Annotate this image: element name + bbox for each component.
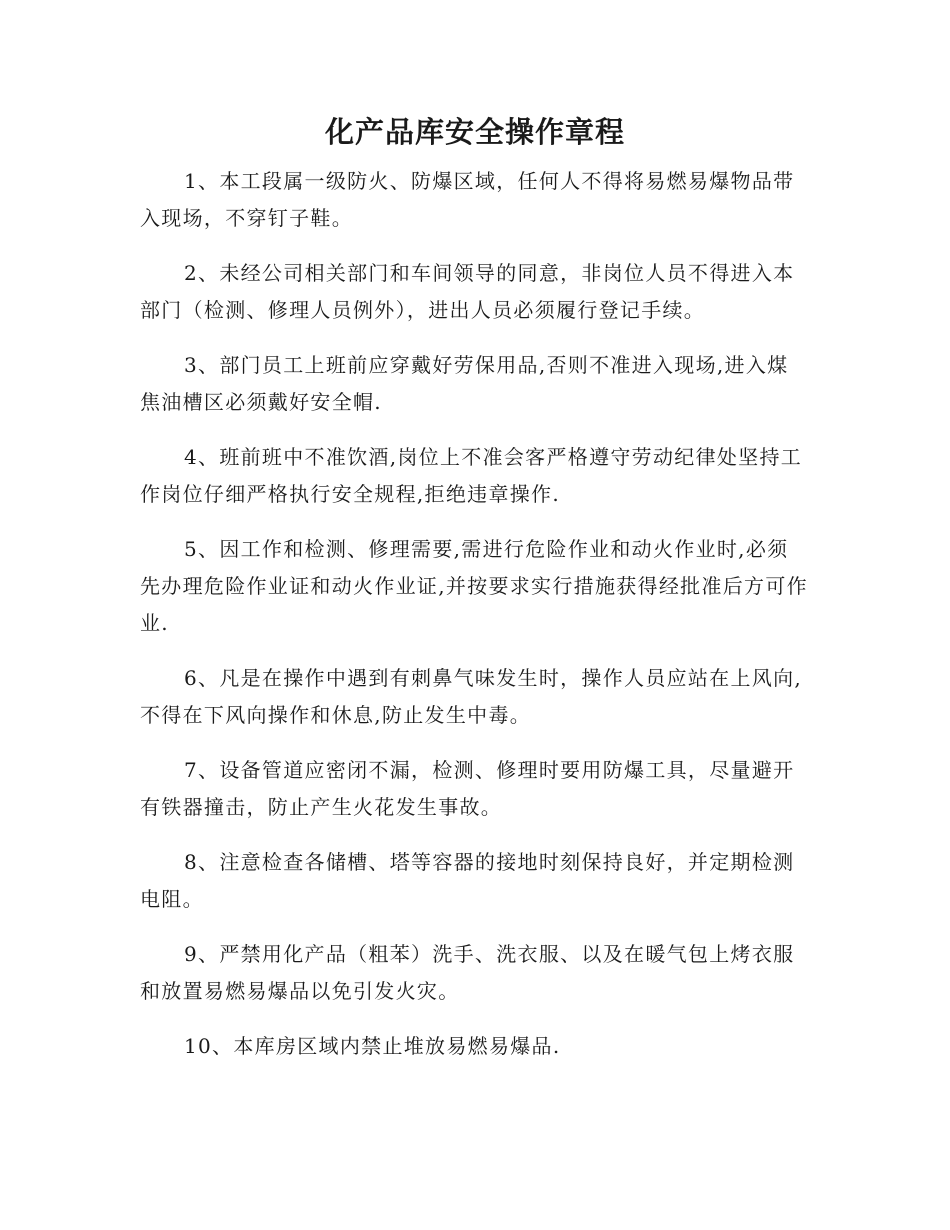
clause-9: 9、严禁用化产品（粗苯）洗手、洗衣服、以及在暖气包上烤衣服和放置易燃易爆品以免引发火灾。 xyxy=(140,942,795,1003)
document-body xyxy=(140,163,808,1083)
clause-4: 4、班前班中不准饮酒,岗位上不准会客严格遵守劳动纪律处坚持工作岗位仔细严格执行安全规程,拒绝违章操作. xyxy=(140,445,803,506)
document-title: 化产品库安全操作章程 xyxy=(324,115,625,149)
clause-3: 3、部门员工上班前应穿戴好劳保用品,否则不准进入现场,进入煤焦油槽区必须戴好安全帽. xyxy=(140,353,789,414)
clause-8: 8、注意检查各储槽、塔等容器的接地时刻保持良好，并定期检测电阻。 xyxy=(140,850,795,911)
clause-5: 5、因工作和检测、修理需要,需进行危险作业和动火作业时,必须先办理危险作业证和动火作业证,并按要求实行措施获得经批准后方可作业. xyxy=(140,537,808,635)
clause-6: 6、凡是在操作中遇到有刺鼻气味发生时，操作人员应站在上风向,不得在下风向操作和休息,防止发生中毒。 xyxy=(140,666,803,727)
clause-7: 7、设备管道应密闭不漏，检测、修理时要用防爆工具，尽量避开有铁器撞击，防止产生火花发生事故。 xyxy=(140,758,795,819)
clause-10: 10、本库房区域内禁止堆放易燃易爆品. xyxy=(184,1034,561,1058)
clause-1: 1、本工段属一级防火、防爆区域，任何人不得将易燃易爆物品带入现场，不穿钉子鞋。 xyxy=(140,169,795,230)
clause-2: 2、未经公司相关部门和车间领导的同意，非岗位人员不得进入本部门（检测、修理人员例外），进出人员必须履行登记手续。 xyxy=(140,261,795,322)
